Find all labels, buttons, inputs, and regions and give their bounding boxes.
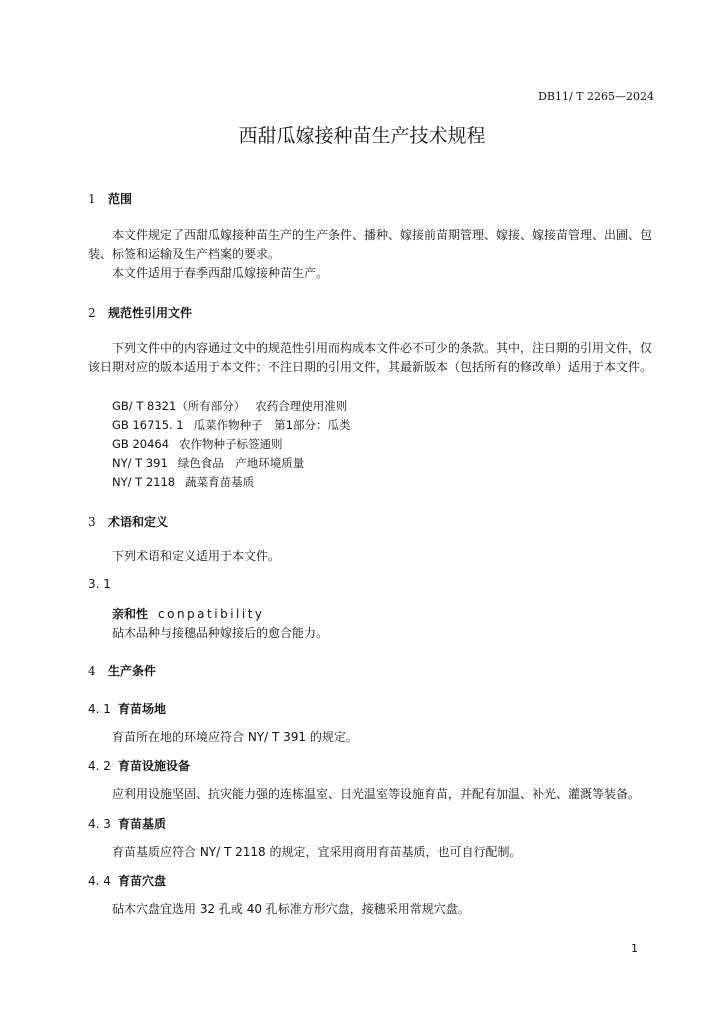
subsection-number: 4. 1: [88, 702, 111, 716]
section-title: 规范性引用文件: [108, 306, 193, 320]
subsection-number: 4. 2: [88, 759, 111, 773]
reference-code: GB 16715. 1: [112, 418, 184, 432]
subsection-heading-substrate: [88, 815, 166, 832]
subsection-number: 4. 3: [88, 817, 111, 831]
term-definition: 砧木品种与接穗品种嫁接后的愈合能力。: [112, 626, 329, 640]
subsection-heading-site: [88, 700, 166, 717]
subsection-title: 育苗设施设备: [118, 759, 191, 773]
paragraph: 应利用设施坚固、抗灾能力强的连栋温室、日光温室等设施育苗，并配有加温、补光、灌溉等装备。: [112, 787, 641, 801]
subsection-heading-facilities: [88, 757, 190, 774]
section-heading-terms: [88, 513, 168, 530]
subsection-title: 育苗场地: [118, 702, 167, 716]
reference-item: [112, 435, 283, 454]
reference-item: [112, 473, 254, 492]
reference-title: 绿色食品 产地环境质量: [177, 456, 305, 470]
paragraph: 育苗基质应符合 NY/ T 2118 的规定，宜采用商用育苗基质，也可自行配制。: [112, 845, 522, 859]
section-number: 4: [88, 664, 96, 678]
reference-title: 农药合理使用准则: [255, 399, 348, 413]
paragraph: 砧木穴盘宜选用 32 孔或 40 孔标准方形穴盘，接穗采用常规穴盘。: [112, 902, 470, 916]
reference-title: 农作物种子标签通则: [179, 437, 283, 451]
paragraph: 本文件规定了西甜瓜嫁接种苗生产的生产条件、播种、嫁接前苗期管理、嫁接、嫁接苗管理、出圃、包装、标签和运输及生产档案的要求。: [88, 228, 653, 261]
page-number: 1: [631, 942, 638, 955]
term-chinese: 亲和性: [112, 607, 149, 621]
paragraph: 下列文件中的内容通过文中的规范性引用而构成本文件必不可少的条款。其中，注日期的引用文件，仅该日期对应的版本适用于本文件；不注日期的引用文件，其最新版本（包括所有的修改单）适用于本文件。: [88, 341, 653, 374]
reference-code: GB/ T 8321（所有部分）: [112, 399, 246, 413]
document-title: 西甜瓜嫁接种苗生产技术规程: [238, 125, 486, 147]
section-number: 2: [88, 306, 96, 320]
reference-item: [112, 416, 351, 435]
section-heading-normative-references: [88, 304, 192, 321]
section-title: 术语和定义: [108, 515, 169, 529]
paragraph: 本文件适用于春季西甜瓜嫁接种苗生产。: [112, 266, 329, 280]
paragraph: 育苗所在地的环境应符合 NY/ T 391 的规定。: [112, 730, 358, 744]
term-entry: [112, 605, 265, 624]
standard-code: DB11/ T 2265—2024: [538, 90, 654, 103]
reference-item: [112, 454, 304, 473]
section-heading-scope: [88, 190, 132, 207]
subsection-heading-trays: [88, 872, 166, 889]
subsection-number: 4. 4: [88, 874, 111, 888]
reference-code: NY/ T 391: [112, 456, 168, 470]
section-title: 生产条件: [108, 664, 157, 678]
section-title: 范围: [108, 192, 133, 206]
subsection-title: 育苗基质: [118, 817, 167, 831]
term-english: conpatibility: [158, 607, 265, 621]
section-number: 1: [88, 192, 96, 206]
section-heading-production-conditions: [88, 662, 156, 679]
section-number: 3: [88, 515, 96, 529]
subsection-title: 育苗穴盘: [118, 874, 167, 888]
reference-code: NY/ T 2118: [112, 475, 176, 489]
term-number: 3. 1: [88, 577, 111, 591]
reference-title: 瓜菜作物种子 第1部分：瓜类: [193, 418, 351, 432]
reference-code: GB 20464: [112, 437, 170, 451]
reference-item: [112, 397, 347, 416]
reference-title: 蔬菜育苗基质: [185, 475, 255, 489]
paragraph: 下列术语和定义适用于本文件。: [112, 549, 281, 563]
